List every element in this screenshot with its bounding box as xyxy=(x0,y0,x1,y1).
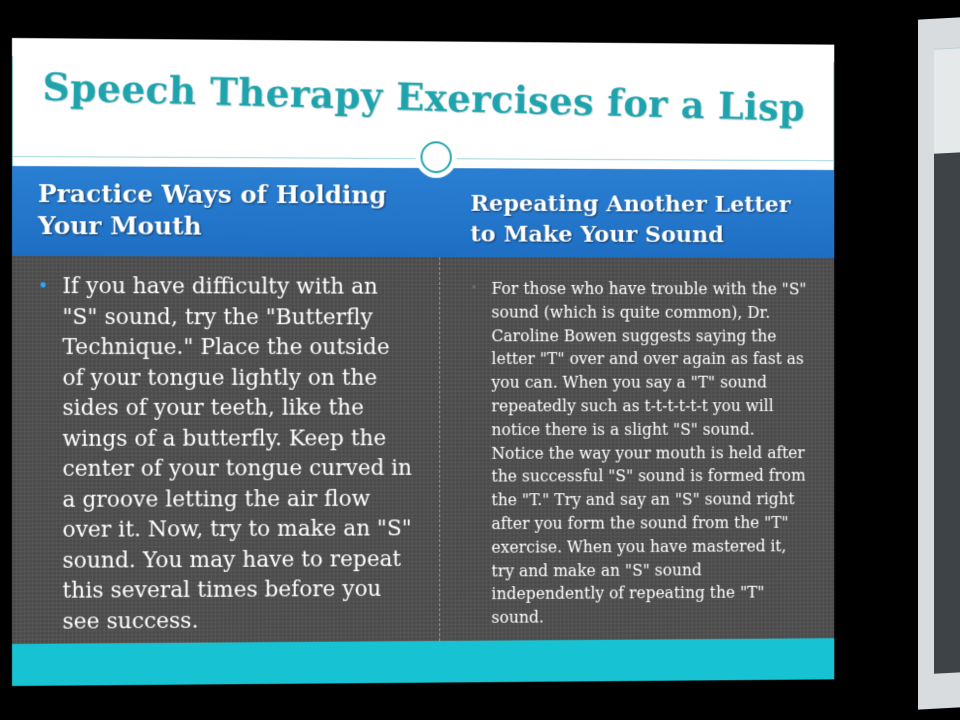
left-column xyxy=(38,272,416,638)
header-band xyxy=(12,166,834,258)
next-slide-top xyxy=(934,46,960,155)
right-column xyxy=(470,277,807,630)
left-heading: Practice Ways of Holding Your Mouth xyxy=(37,179,387,241)
slide xyxy=(12,38,834,686)
left-body-text: If you have difficulty with an "S" sound, try the "Butterfly Technique." Place the outside of your tongue lightly on the sides of your teeth, like the wings of a butterfly. Keep the center of your tongue curved in a groove letting the air flow over it. Now, try to make an "S" sound. You may have to repeat this several times before you see success. xyxy=(62,274,412,635)
bullet-icon: • xyxy=(470,280,478,296)
content-panel xyxy=(12,256,834,644)
right-heading: Repeating Another Letter to Make Your Sound xyxy=(470,189,791,249)
left-bullet-item xyxy=(38,272,416,638)
right-body-text: For those who have trouble with the "S" sound (which is quite common), Dr. Caroline Bowen suggests saying the letter "T" over and over again as fast as you can. When you say a "T" sound repeatedly such as t-t-t-t-t-t you will notice there is a slight "S" sound. Notice the way your mouth is held after the successful "S" sound is formed from the "T." Try and say an "S" sound right after you form the sound from the "T" exercise. When you have mastered it, try and make an "S" sound independently of repeating the "T" sound. xyxy=(491,279,807,627)
bullet-icon: • xyxy=(37,277,49,298)
column-divider xyxy=(439,257,440,641)
next-slide-body xyxy=(934,151,960,674)
right-bullet-item xyxy=(470,277,807,630)
slide-title: Speech Therapy Exercises for a Lisp xyxy=(42,64,806,130)
next-slide-preview xyxy=(918,16,960,709)
footer-bar xyxy=(12,638,834,686)
circle-ornament-icon xyxy=(416,136,457,178)
